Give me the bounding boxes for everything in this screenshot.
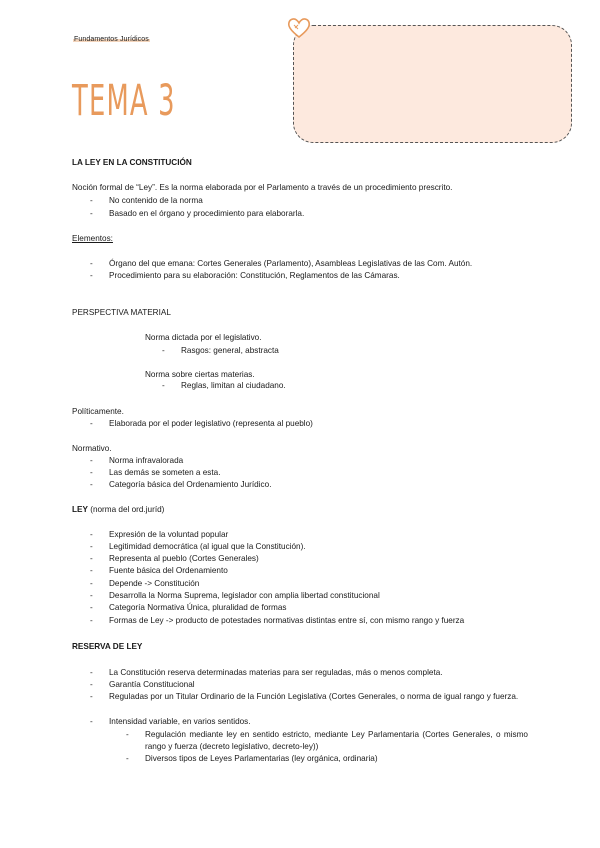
section-heading: LA LEY EN LA CONSTITUCIÓN — [72, 158, 192, 167]
bullet-dash: - — [90, 209, 93, 218]
section-heading — [72, 504, 164, 516]
bullet-dash: - — [90, 542, 93, 551]
list-item: Diversos tipos de Leyes Parlamentarias (ley orgánica, ordinaria) — [145, 754, 378, 763]
list-item: Rasgos: general, abstracta — [181, 346, 279, 355]
list-item: Depende -> Constitución — [109, 579, 200, 588]
paragraph: Norma sobre ciertas materias. — [145, 370, 255, 379]
bullet-dash: - — [162, 381, 165, 390]
bullet-dash: - — [90, 680, 93, 689]
list-item: Órgano del que emana: Cortes Generales (Parlamento), Asambleas Legislativas de las Com. Autón. — [109, 259, 473, 268]
list-item: Representa al pueblo (Cortes Generales) — [109, 554, 259, 563]
bullet-dash: - — [90, 566, 93, 575]
list-item: No contenido de la norma — [109, 196, 203, 205]
bullet-dash: - — [90, 530, 93, 539]
list-item: Garantía Constitucional — [109, 680, 195, 689]
ley-label: LEY — [72, 505, 88, 514]
heart-icon — [286, 15, 312, 41]
list-item: Expresión de la voluntad popular — [109, 530, 229, 539]
bullet-dash: - — [90, 616, 93, 625]
bullet-dash: - — [90, 603, 93, 612]
subheading: Normativo. — [72, 444, 112, 453]
subheading: Elementos: — [72, 234, 113, 243]
subheading: Políticamente. — [72, 407, 124, 416]
list-item: Procedimiento para su elaboración: Constitución, Reglamentos de las Cámaras. — [109, 271, 400, 280]
bullet-dash: - — [90, 419, 93, 428]
bullet-dash: - — [90, 271, 93, 280]
bullet-dash: - — [90, 668, 93, 677]
list-item: Basado en el órgano y procedimiento para elaborarla. — [109, 209, 305, 218]
list-item: Reguladas por un Titular Ordinario de la Función Legislativa (Cortes Generales, o norma de igual rango y fuerza. — [109, 692, 519, 701]
bullet-dash: - — [90, 456, 93, 465]
list-item: Formas de Ley -> producto de potestades normativas distintas entre sí, con mismo rango y fuerza — [109, 616, 465, 625]
list-item: Desarrolla la Norma Suprema, legislador con amplia libertad constitucional — [109, 591, 380, 600]
section-heading: RESERVA DE LEY — [72, 642, 143, 651]
list-item: Fuente básica del Ordenamiento — [109, 566, 228, 575]
list-item: Reglas, limitan al ciudadano. — [181, 381, 286, 390]
ley-label-note: (norma del ord.juríd) — [87, 505, 165, 514]
page-title: TEMA 3 — [72, 76, 176, 126]
list-item: Elaborada por el poder legislativo (representa al pueblo) — [109, 419, 313, 428]
bullet-dash: - — [90, 579, 93, 588]
bullet-dash: - — [90, 259, 93, 268]
bullet-dash: - — [90, 480, 93, 489]
list-item: Categoría Normativa Única, pluralidad de formas — [109, 603, 287, 612]
list-item: Norma infravalorada — [109, 456, 184, 465]
list-item: Legitimidad democrática (al igual que la Constitución). — [109, 542, 306, 551]
paragraph: Noción formal de “Ley”. Es la norma elaborada por el Parlamento a través de un procedimiento prescrito. — [72, 183, 453, 192]
bullet-dash: - — [126, 730, 129, 739]
paragraph: Norma dictada por el legislativo. — [145, 333, 262, 342]
bullet-dash: - — [90, 692, 93, 701]
bullet-dash: - — [90, 554, 93, 563]
list-item: Regulación mediante ley en sentido estricto, mediante Ley Parlamentaria (Cortes Generales, o mismo rango y fuerza (decreto legislativo, decreto-ley)) — [145, 730, 528, 751]
course-header: Fundamentos Jurídicos — [74, 36, 149, 43]
list-item: Categoría básica del Ordenamiento Jurídico. — [109, 480, 272, 489]
list-item: La Constitución reserva determinadas materias para ser reguladas, más o menos completa. — [109, 668, 443, 677]
bullet-dash: - — [162, 346, 165, 355]
section-heading: PERSPECTIVA MATERIAL — [72, 308, 171, 317]
list-item: Las demás se someten a esta. — [109, 468, 221, 477]
bullet-dash: - — [126, 754, 129, 763]
bullet-dash: - — [90, 196, 93, 205]
list-item: Intensidad variable, en varios sentidos. — [109, 717, 251, 726]
notes-box — [293, 25, 572, 143]
bullet-dash: - — [90, 468, 93, 477]
bullet-dash: - — [90, 591, 93, 600]
bullet-dash: - — [90, 717, 93, 726]
